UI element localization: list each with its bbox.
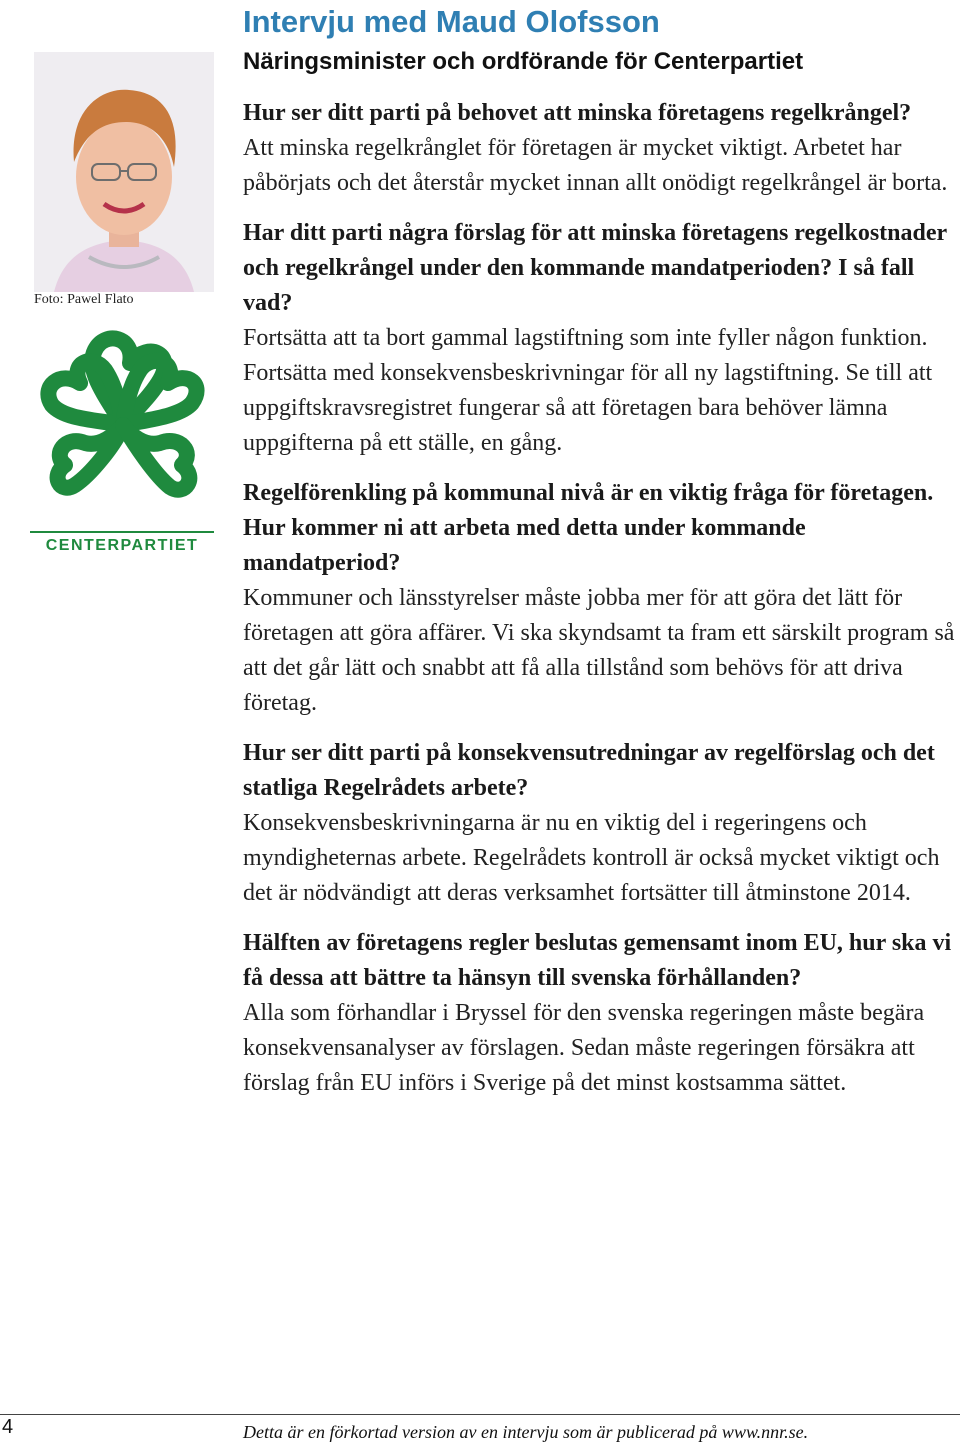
- centerpartiet-logo: [30, 325, 216, 565]
- qa-block-2: [243, 216, 958, 461]
- logo-wordmark: CENTERPARTIET: [45, 537, 199, 554]
- clover-icon: [30, 325, 216, 531]
- answer-text: Fortsätta att ta bort gammal lagstiftning som inte fyller någon funktion. Fortsätta med konsekvensbeskrivningar för all ny lagstiftning. Se till att uppgiftskravsregistret fungerar så att företagen bara behöver lämna uppgifterna på ett ställe, en gång.: [243, 325, 933, 456]
- question-text: Hur ser ditt parti på konsekvensutredningar av regelförslag och det statliga Regelrådets arbete?: [243, 740, 935, 801]
- qa-block-5: [243, 926, 958, 1101]
- logo-divider: [30, 531, 214, 533]
- portrait-illustration: [34, 52, 214, 292]
- footer-divider: [0, 1414, 960, 1415]
- portrait-photo: [34, 52, 214, 292]
- answer-text: Konsekvensbeskrivningarna är nu en viktig del i regeringens och myndigheternas arbete. Regelrådets kontroll är också mycket viktigt och det är nödvändigt att deras verksamhet fortsätter till åtminstone 2014.: [243, 810, 940, 906]
- article-title: Intervju med Maud Olofsson: [243, 4, 660, 39]
- question-text: Har ditt parti några förslag för att minska företagens regelkostnader och regelkrångel under den kommande mandatperioden? I så fall vad?: [243, 220, 947, 316]
- qa-block-4: [243, 736, 958, 911]
- answer-text: Att minska regelkrånglet för företagen är mycket viktigt. Arbetet har påbörjats och det återstår mycket innan allt onödigt regelkrångel är borta.: [243, 135, 948, 196]
- interview-body: [243, 96, 958, 1116]
- footer-note: Detta är en förkortad version av en intervju som är publicerad på www.nnr.se.: [243, 1422, 809, 1442]
- answer-text: Kommuner och länsstyrelser måste jobba mer för att göra det lätt för företagen att göra affärer. Vi ska skyndsamt ta fram ett särskilt program så att det går lätt och snabbt att få alla tillstånd som behövs för att driva företag.: [243, 585, 955, 716]
- question-text: Regelförenkling på kommunal nivå är en viktig fråga för företagen. Hur kommer ni att arbeta med detta under kommande mandatperiod?: [243, 480, 934, 576]
- photo-credit: Foto: Pawel Flato: [34, 292, 134, 307]
- answer-text: Alla som förhandlar i Bryssel för den svenska regeringen måste begära konsekvensanalyser av förslagen. Sedan måste regeringen försäkra att förslag från EU införs i Sverige på det minst kostsamma sättet.: [243, 1000, 925, 1096]
- qa-block-1: [243, 96, 958, 201]
- qa-block-3: [243, 476, 958, 721]
- question-text: Hälften av företagens regler beslutas gemensamt inom EU, hur ska vi få dessa att bättre ta hänsyn till svenska förhållanden?: [243, 930, 952, 991]
- article-subtitle: Näringsminister och ordförande för Centerpartiet: [243, 48, 804, 75]
- page-number: 4: [2, 1416, 14, 1438]
- question-text: Hur ser ditt parti på behovet att minska företagens regelkrångel?: [243, 100, 912, 126]
